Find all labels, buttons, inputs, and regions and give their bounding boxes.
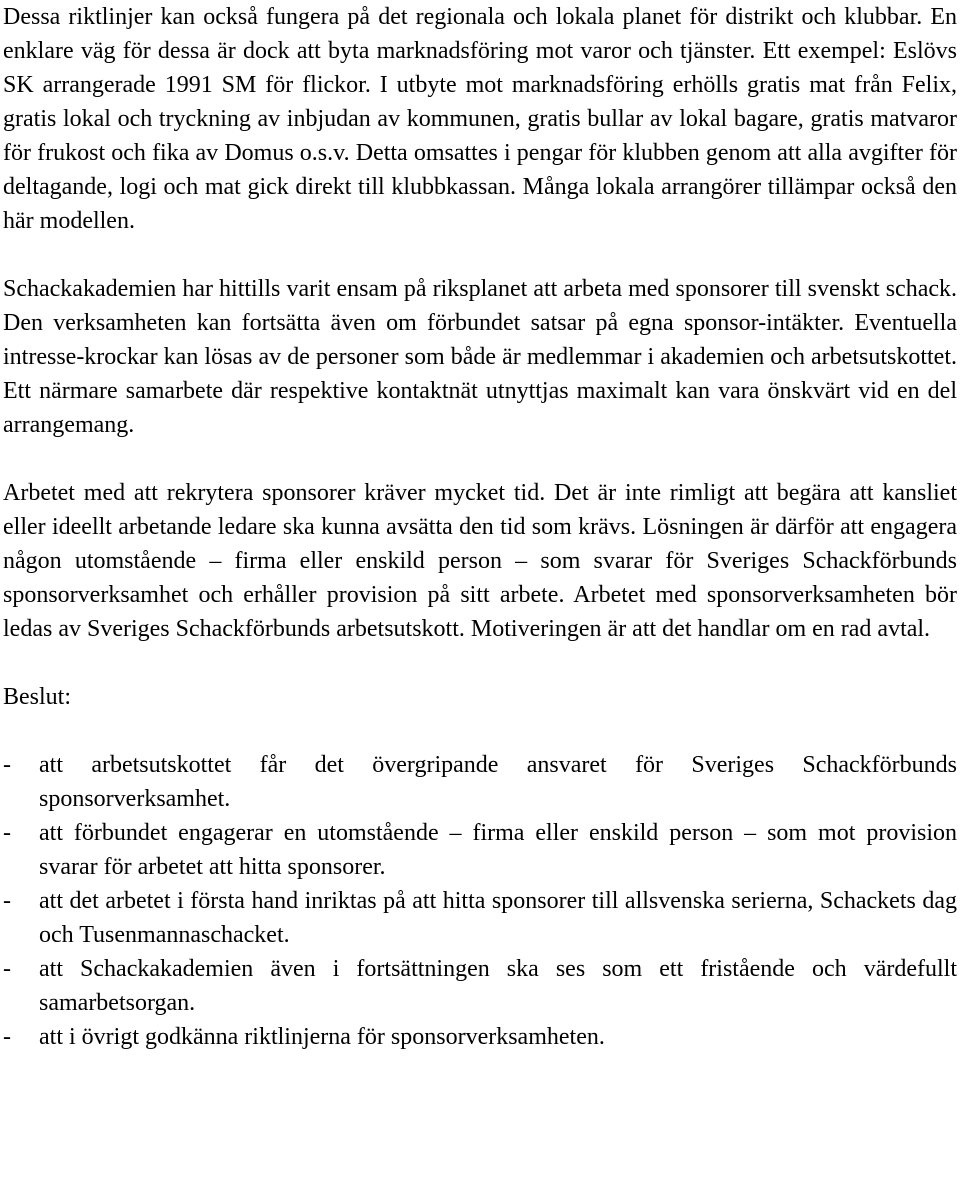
decision-item	[3, 1020, 957, 1054]
paragraph-local-sponsorship: Dessa riktlinjer kan också fungera på det regionala och lokala planet för distrikt och klubbar. En enklare väg för dessa är dock att byta marknadsföring mot varor och tjänster. Ett exempel: Eslövs SK arrangerade 1991 SM för flickor. I utbyte mot marknadsföring erhölls gratis mat från Felix, gratis lokal och tryckning av inbjudan av kommunen, gratis bullar av lokal bagare, gratis matvaror för frukost och fika av Domus o.s.v. Detta omsattes i pengar för klubben genom att alla avgifter för deltagande, logi och mat gick direkt till klubbkassan. Många lokala arrangörer tillämpar också den här modellen.	[3, 4, 957, 234]
list-dash: -	[3, 956, 11, 982]
decision-item-text: att det arbetet i första hand inriktas på att hitta sponsorer till allsvenska serierna, Schackets dag och Tusenmannaschacket.	[39, 888, 957, 948]
decision-item	[3, 748, 957, 816]
decision-list	[3, 748, 957, 1054]
decision-item	[3, 952, 957, 1020]
paragraph-spacer	[3, 714, 957, 748]
list-dash: -	[3, 752, 11, 778]
list-dash: -	[3, 1024, 11, 1050]
decision-item	[3, 816, 957, 884]
list-dash: -	[3, 820, 11, 846]
list-dash: -	[3, 888, 11, 914]
paragraph-schackakademien: Schackakademien har hittills varit ensam på riksplanet att arbeta med sponsorer till svenskt schack. Den verksamheten kan fortsätta även om förbundet satsar på egna sponsor-intäkter. Eventuella intresse-krockar kan lösas av de personer som både är medlemmar i akademien och arbetsutskottet. Ett närmare samarbete där respektive kontaktnät utnyttjas maximalt kan vara önskvärt vid en del arrangemang.	[3, 276, 957, 438]
paragraph-spacer	[3, 442, 957, 476]
decision-item	[3, 884, 957, 952]
paragraph-spacer	[3, 238, 957, 272]
decision-item-text: att Schackakademien även i fortsättningen ska ses som ett fristående och värdefullt samarbetsorgan.	[39, 956, 957, 1016]
paragraph-recruiting-sponsors: Arbetet med att rekrytera sponsorer kräver mycket tid. Det är inte rimligt att begära att kansliet eller ideellt arbetande ledare ska kunna avsätta den tid som krävs. Lösningen är därför att engagera någon utomstående – firma eller enskild person – som svarar för Sveriges Schackförbunds sponsorverksamhet och erhåller provision på sitt arbete. Arbetet med sponsorverksamheten bör ledas av Sveriges Schackförbunds arbetsutskott. Motiveringen är att det handlar om en rad avtal.	[3, 480, 957, 642]
decision-item-text: att i övrigt godkänna riktlinjerna för sponsorverksamheten.	[39, 1024, 605, 1050]
decision-heading: Beslut:	[3, 684, 72, 710]
paragraph-spacer	[3, 646, 957, 680]
decision-item-text: att förbundet engagerar en utomstående – firma eller enskild person – som mot provision svarar för arbetet att hitta sponsorer.	[39, 820, 957, 880]
decision-item-text: att arbetsutskottet får det övergripande ansvaret för Sveriges Schackförbunds sponsorverksamhet.	[39, 752, 957, 812]
document-page	[3, 0, 957, 1054]
